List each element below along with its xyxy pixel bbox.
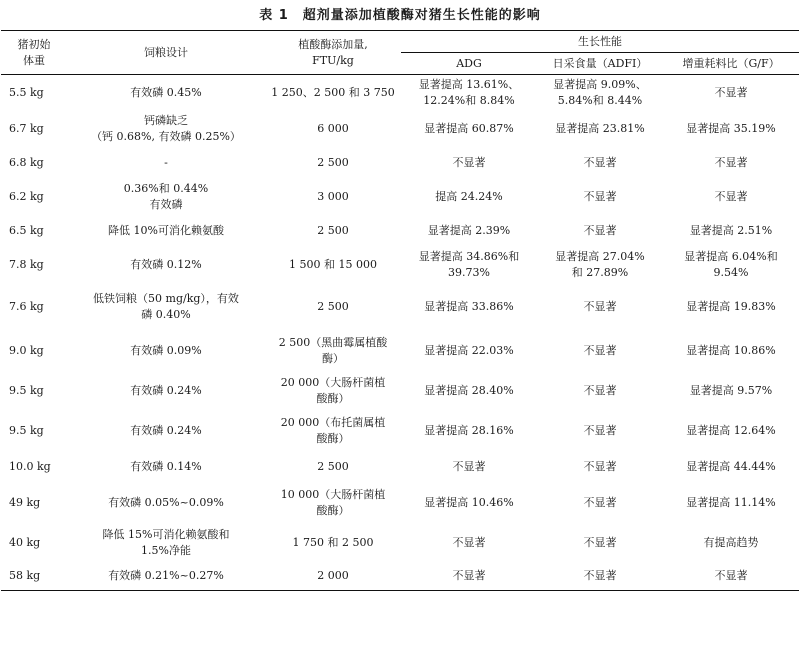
cell-dose	[265, 111, 401, 147]
cell-diet-line: 降低 10%可消化赖氨酸	[108, 223, 224, 237]
cell-dose-line: 2 500	[317, 155, 349, 169]
cell-adg-line: 显著提高 2.39%	[427, 223, 511, 237]
cell-adg	[401, 75, 537, 111]
cell-adg-line: 不显著	[452, 459, 486, 473]
cell-dose	[265, 411, 401, 451]
cell-weight: 5.5 kg	[9, 85, 44, 99]
cell-adfi-line: 显著提高 23.81%	[555, 121, 645, 135]
cell-diet	[67, 483, 265, 523]
cell-adg-line: 提高 24.24%	[435, 189, 503, 203]
cell-gf	[663, 523, 799, 563]
cell-dose-line: 酸酶）	[316, 391, 350, 405]
cell-gf-line: 不显著	[714, 85, 748, 99]
cell-weight: 7.8 kg	[9, 257, 44, 271]
cell-adg	[401, 283, 537, 331]
table-row	[1, 179, 799, 215]
cell-diet-line: -	[164, 155, 168, 169]
cell-weight: 6.7 kg	[9, 121, 44, 135]
cell-weight: 6.5 kg	[9, 223, 44, 237]
cell-dose	[265, 75, 401, 111]
cell-dose	[265, 563, 401, 591]
cell-adg-line: 39.73%	[448, 265, 490, 279]
cell-adfi	[537, 523, 663, 563]
cell-diet	[67, 283, 265, 331]
cell-adfi	[537, 111, 663, 147]
cell-diet-line: 有效磷 0.12%	[130, 257, 202, 271]
cell-gf-line: 显著提高 11.14%	[686, 495, 776, 509]
cell-gf	[663, 147, 799, 179]
cell-gf	[663, 111, 799, 147]
cell-adg-line: 显著提高 28.16%	[424, 423, 514, 437]
cell-dose-line: 3 000	[317, 189, 349, 203]
cell-gf	[663, 283, 799, 331]
cell-adfi-line: 不显著	[583, 299, 617, 313]
cell-diet	[67, 523, 265, 563]
header-weight-line2: 体重	[23, 53, 45, 67]
cell-weight: 58 kg	[1, 563, 67, 591]
cell-adfi-line: 不显著	[583, 383, 617, 397]
cell-adg-line: 显著提高 33.86%	[424, 299, 514, 313]
cell-adfi-line: 不显著	[583, 223, 617, 237]
table-row	[1, 75, 799, 111]
cell-gf	[663, 483, 799, 523]
cell-adg	[401, 111, 537, 147]
cell-adg-line: 不显著	[452, 155, 486, 169]
cell-adfi-line: 显著提高 9.09%、	[553, 77, 647, 91]
cell-dose	[265, 283, 401, 331]
table-row	[1, 147, 799, 179]
cell-adg-line: 显著提高 10.46%	[424, 495, 514, 509]
cell-dose-line: 2 000	[317, 569, 349, 583]
cell-diet	[67, 371, 265, 411]
header-growth: 生长性能	[401, 31, 799, 53]
cell-adfi	[537, 371, 663, 411]
cell-gf-line: 显著提高 6.04%和	[684, 249, 778, 263]
cell-adfi	[537, 563, 663, 591]
cell-adg	[401, 563, 537, 591]
cell-weight: 9.0 kg	[9, 343, 44, 357]
cell-adg	[401, 215, 537, 247]
table-row	[1, 247, 799, 283]
header-dose-line2: FTU/kg	[312, 53, 354, 67]
cell-weight: 9.5 kg	[9, 383, 44, 397]
cell-adg	[401, 523, 537, 563]
cell-diet-line: 有效磷 0.05%~0.09%	[108, 495, 224, 509]
cell-dose	[265, 215, 401, 247]
cell-adg-line: 不显著	[452, 535, 486, 549]
cell-weight: 40 kg	[9, 535, 41, 549]
table-row	[1, 563, 799, 591]
header-dose-line1: 植酸酶添加量,	[298, 37, 368, 51]
cell-diet-line: 磷 0.40%	[141, 307, 191, 321]
cell-gf	[663, 563, 799, 591]
cell-dose-line: 1 750 和 2 500	[292, 535, 374, 549]
cell-adg	[401, 451, 537, 483]
cell-dose-line: 20 000（大肠杆菌植	[280, 375, 386, 389]
cell-gf-line: 显著提高 44.44%	[686, 459, 776, 473]
cell-diet-line: 低铁饲粮（50 mg/kg），有效	[93, 291, 239, 305]
cell-adfi	[537, 411, 663, 451]
cell-diet-line: 0.36%和 0.44%	[123, 181, 209, 195]
cell-weight: 9.5 kg	[9, 423, 44, 437]
cell-adg	[401, 147, 537, 179]
cell-adg	[401, 247, 537, 283]
cell-gf-line: 有提高趋势	[703, 535, 759, 549]
cell-adg	[401, 371, 537, 411]
cell-diet	[67, 563, 265, 591]
cell-dose-line: 2 500	[317, 299, 349, 313]
table-row	[1, 483, 799, 523]
cell-dose-line: 2 500（黑曲霉属植酸	[278, 335, 388, 349]
cell-adg-line: 显著提高 22.03%	[424, 343, 514, 357]
cell-dose	[265, 147, 401, 179]
cell-adfi-line: 不显著	[583, 459, 617, 473]
cell-diet	[67, 111, 265, 147]
cell-adg-line: 显著提高 28.40%	[424, 383, 514, 397]
cell-adfi	[537, 215, 663, 247]
cell-dose	[265, 523, 401, 563]
cell-dose-line: 2 500	[317, 459, 349, 473]
cell-diet	[67, 247, 265, 283]
cell-gf	[663, 215, 799, 247]
cell-dose-line: 酸酶）	[316, 431, 350, 445]
cell-adfi-line: 不显著	[583, 343, 617, 357]
table-row	[1, 451, 799, 483]
header-weight	[1, 31, 67, 75]
cell-adfi	[537, 483, 663, 523]
header-adfi: 日采食量（ADFI）	[537, 53, 663, 75]
cell-adfi-line: 不显著	[583, 423, 617, 437]
cell-adfi	[537, 283, 663, 331]
cell-adfi-line: 不显著	[583, 189, 617, 203]
cell-diet-line: 有效磷 0.45%	[130, 85, 202, 99]
cell-gf-line: 不显著	[714, 569, 748, 583]
cell-diet-line: 钙磷缺乏	[144, 113, 188, 127]
cell-adg-line: 显著提高 34.86%和	[418, 249, 520, 263]
cell-adfi-line: 不显著	[583, 535, 617, 549]
cell-dose-line: 1 250、2 500 和 3 750	[271, 85, 395, 99]
cell-adfi-line: 5.84%和 8.44%	[557, 93, 643, 107]
cell-diet	[67, 411, 265, 451]
cell-adfi	[537, 147, 663, 179]
cell-adfi	[537, 179, 663, 215]
table-row	[1, 215, 799, 247]
table-body	[1, 75, 799, 591]
cell-adfi-line: 不显著	[583, 495, 617, 509]
cell-gf-line: 显著提高 9.57%	[689, 383, 773, 397]
cell-weight: 6.8 kg	[9, 155, 44, 169]
cell-gf	[663, 179, 799, 215]
cell-gf-line: 不显著	[714, 155, 748, 169]
cell-diet	[67, 75, 265, 111]
cell-dose-line: 酶）	[322, 351, 344, 365]
cell-diet-line: 1.5%净能	[141, 543, 191, 557]
cell-diet-line: （钙 0.68%, 有效磷 0.25%）	[91, 129, 241, 143]
cell-diet-line: 有效磷 0.24%	[130, 383, 202, 397]
cell-diet	[67, 179, 265, 215]
cell-dose	[265, 371, 401, 411]
cell-adg-line: 显著提高 60.87%	[424, 121, 514, 135]
phytase-table	[1, 30, 799, 591]
cell-dose	[265, 331, 401, 371]
cell-gf-line: 显著提高 19.83%	[686, 299, 776, 313]
table-row	[1, 283, 799, 331]
cell-gf	[663, 247, 799, 283]
cell-dose	[265, 451, 401, 483]
cell-gf-line: 显著提高 10.86%	[686, 343, 776, 357]
cell-dose	[265, 483, 401, 523]
cell-diet	[67, 147, 265, 179]
header-diet: 饲粮设计	[67, 31, 265, 75]
cell-diet-line: 有效磷	[149, 197, 183, 211]
cell-weight: 7.6 kg	[9, 299, 44, 313]
cell-adfi-line: 不显著	[583, 155, 617, 169]
cell-adfi	[537, 75, 663, 111]
cell-dose	[265, 179, 401, 215]
cell-gf	[663, 75, 799, 111]
cell-adg-line: 12.24%和 8.84%	[423, 93, 515, 107]
cell-diet-line: 有效磷 0.09%	[130, 343, 202, 357]
cell-weight: 49 kg	[9, 495, 41, 509]
header-gf: 增重耗料比（G/F）	[663, 53, 799, 75]
cell-gf-line: 显著提高 2.51%	[689, 223, 773, 237]
table-row	[1, 371, 799, 411]
cell-adfi-line: 不显著	[583, 569, 617, 583]
cell-gf	[663, 411, 799, 451]
cell-dose-line: 酸酶）	[316, 503, 350, 517]
header-adg: ADG	[401, 53, 537, 75]
cell-adg-line: 显著提高 13.61%、	[418, 77, 520, 91]
cell-gf-line: 9.54%	[713, 265, 749, 279]
cell-weight: 10.0 kg	[9, 459, 51, 473]
cell-adg	[401, 411, 537, 451]
cell-dose-line: 1 500 和 15 000	[289, 257, 377, 271]
cell-gf-line: 显著提高 12.64%	[686, 423, 776, 437]
cell-gf	[663, 451, 799, 483]
cell-gf	[663, 331, 799, 371]
cell-diet-line: 有效磷 0.14%	[130, 459, 202, 473]
table-row	[1, 111, 799, 147]
cell-dose	[265, 247, 401, 283]
table-title: 表 1 超剂量添加植酸酶对猪生长性能的影响	[259, 8, 541, 23]
cell-diet	[67, 331, 265, 371]
cell-gf-line: 不显著	[714, 189, 748, 203]
cell-diet-line: 有效磷 0.24%	[130, 423, 202, 437]
header-dose	[265, 31, 401, 75]
cell-diet	[67, 215, 265, 247]
cell-adg	[401, 483, 537, 523]
cell-adg-line: 不显著	[452, 569, 486, 583]
cell-adfi	[537, 331, 663, 371]
table-row	[1, 411, 799, 451]
cell-adfi	[537, 247, 663, 283]
cell-dose-line: 6 000	[317, 121, 349, 135]
cell-dose-line: 2 500	[317, 223, 349, 237]
cell-adfi	[537, 451, 663, 483]
cell-weight: 6.2 kg	[9, 189, 44, 203]
cell-dose-line: 10 000（大肠杆菌植	[280, 487, 386, 501]
cell-diet-line: 降低 15%可消化赖氨酸和	[102, 527, 230, 541]
cell-adg	[401, 179, 537, 215]
cell-dose-line: 20 000（布托菌属植	[280, 415, 386, 429]
header-weight-line1: 猪初始	[17, 37, 51, 51]
cell-gf	[663, 371, 799, 411]
cell-gf-line: 显著提高 35.19%	[686, 121, 776, 135]
cell-adg	[401, 331, 537, 371]
cell-diet	[67, 451, 265, 483]
header-row-1	[1, 31, 799, 53]
cell-diet-line: 有效磷 0.21%~0.27%	[108, 569, 224, 583]
cell-adfi-line: 和 27.89%	[571, 265, 629, 279]
table-row	[1, 331, 799, 371]
cell-adfi-line: 显著提高 27.04%	[555, 249, 645, 263]
table-row	[1, 523, 799, 563]
